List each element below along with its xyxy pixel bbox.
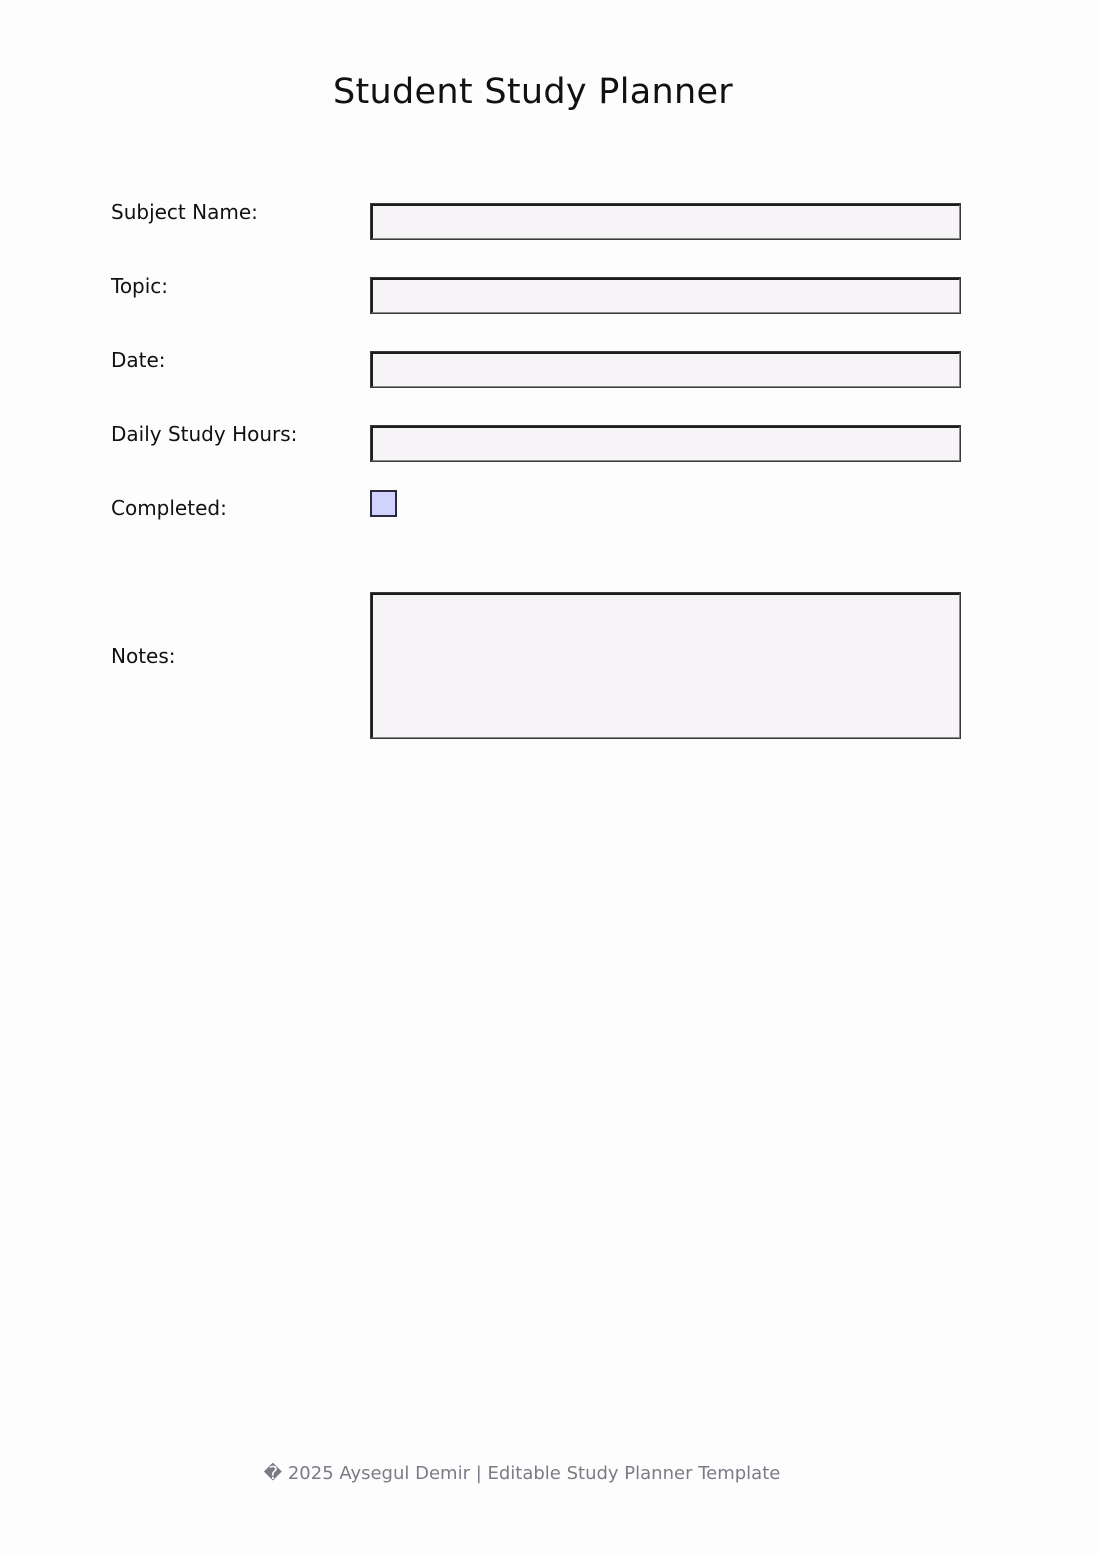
daily-study-hours-field[interactable] bbox=[370, 425, 961, 462]
topic-label: Topic: bbox=[111, 274, 169, 298]
topic-field[interactable] bbox=[370, 277, 961, 314]
page-title: Student Study Planner bbox=[333, 72, 733, 112]
completed-checkbox[interactable] bbox=[370, 490, 397, 517]
subject-name-label: Subject Name: bbox=[111, 200, 258, 224]
notes-textarea[interactable] bbox=[370, 592, 961, 739]
footer-copyright: � 2025 Aysegul Demir | Editable Study Planner Template bbox=[263, 1463, 781, 1484]
subject-name-field[interactable] bbox=[370, 203, 961, 240]
daily-study-hours-label: Daily Study Hours: bbox=[111, 422, 298, 446]
completed-label: Completed: bbox=[111, 496, 227, 520]
notes-label: Notes: bbox=[111, 644, 176, 668]
date-label: Date: bbox=[111, 348, 166, 372]
date-field[interactable] bbox=[370, 351, 961, 388]
